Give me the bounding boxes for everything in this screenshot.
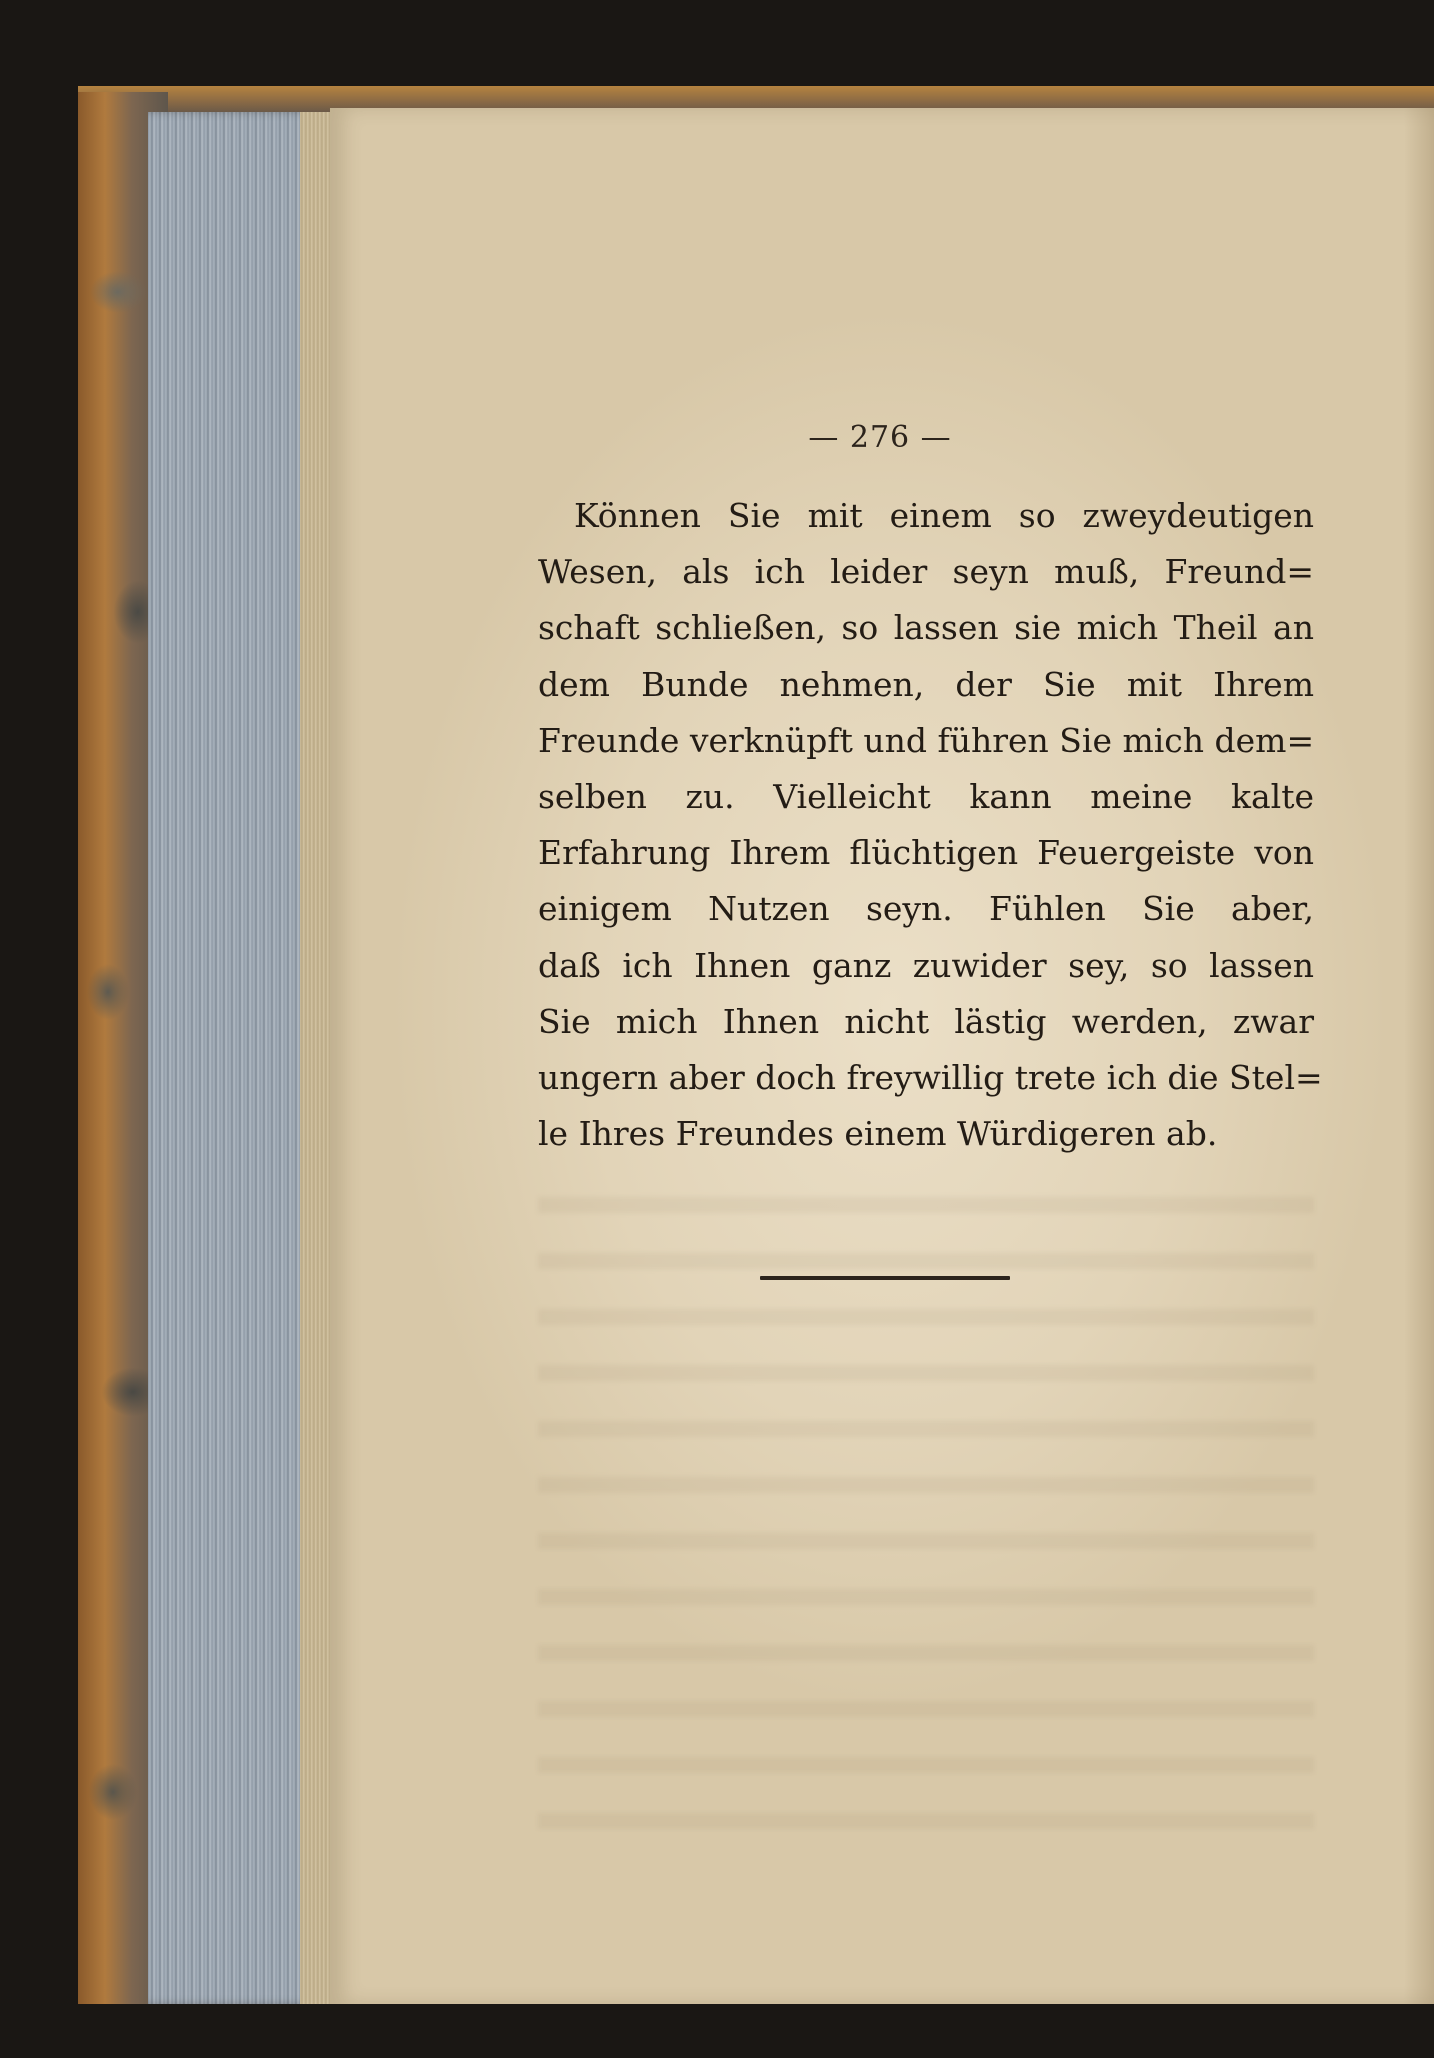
text-line: einigem Nutzen seyn. Fühlen Sie aber, bbox=[538, 889, 1314, 929]
page-gutter-shadow bbox=[1404, 108, 1434, 2004]
page-fore-edge bbox=[148, 112, 318, 2004]
text-line: dem Bunde nehmen, der Sie mit Ihrem bbox=[538, 664, 1314, 704]
end-rule bbox=[760, 1276, 1010, 1280]
page-number: — 276 — bbox=[808, 420, 952, 455]
text-line: Erfahrung Ihrem flüchtigen Feuergeiste von bbox=[538, 833, 1314, 873]
show-through-text bbox=[538, 1168, 1314, 1848]
text-line: le Ihres Freundes einem Würdigeren ab. bbox=[538, 1114, 1218, 1154]
text-line: daß ich Ihnen ganz zuwider sey, so lassen bbox=[538, 945, 1314, 985]
text-line: selben zu. Vielleicht kann meine kalte bbox=[538, 776, 1314, 816]
text-line: schaft schließen, so lassen sie mich Theil an bbox=[538, 608, 1314, 648]
text-line: Sie mich Ihnen nicht lästig werden, zwar bbox=[538, 1001, 1314, 1041]
page-stack-edge bbox=[300, 112, 330, 2004]
body-text bbox=[538, 488, 1323, 1162]
text-line: Freunde verknüpft und führen Sie mich dem= bbox=[538, 720, 1315, 760]
text-line: Können Sie mit einem so zweydeutigen bbox=[574, 496, 1314, 535]
text-line: ungern aber doch freywillig trete ich die Stel= bbox=[538, 1057, 1323, 1097]
text-line: Wesen, als ich leider seyn muß, Freund= bbox=[538, 552, 1314, 592]
book-page bbox=[330, 108, 1434, 2004]
